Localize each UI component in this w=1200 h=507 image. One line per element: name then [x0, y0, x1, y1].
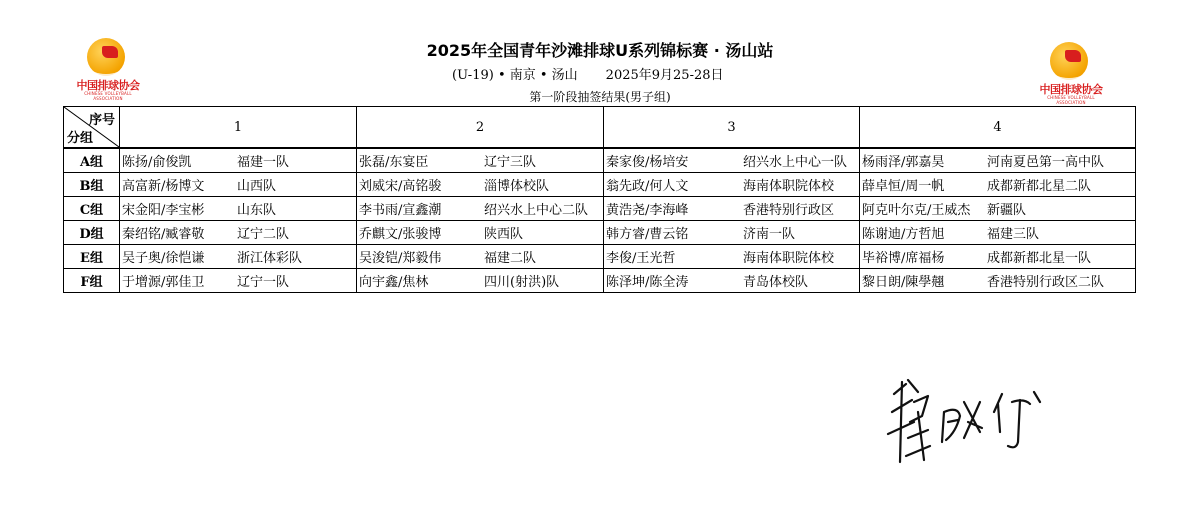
document-title: 2025年全国青年沙滩排球U系列锦标赛 · 汤山站 — [426, 41, 774, 60]
team-cell — [120, 197, 357, 221]
logo-text-cn: 中国排球协会 — [76, 79, 140, 92]
team-name: 青岛体校队 — [743, 275, 809, 290]
team-cell — [120, 148, 357, 173]
team-name: 辽宁三队 — [484, 155, 537, 170]
team-name: 济南一队 — [743, 227, 796, 242]
team-name: 辽宁一队 — [237, 275, 290, 290]
player-pair: 李俊/王光哲 — [606, 251, 676, 266]
team-name: 陕西队 — [484, 227, 524, 242]
group-label: D组 — [64, 221, 120, 245]
team-cell — [357, 269, 604, 293]
logo-text-cn: 中国排球协会 — [1039, 83, 1103, 96]
phase-heading: 第一阶段抽签结果(男子组) — [529, 90, 671, 104]
table-header-row — [64, 107, 1136, 149]
group-label: E组 — [64, 245, 120, 269]
team-cell — [120, 245, 357, 269]
group-label: F组 — [64, 269, 120, 293]
team-name: 香港特别行政区 — [743, 203, 835, 218]
team-cell — [860, 197, 1136, 221]
team-cell — [604, 245, 860, 269]
player-pair: 吴浚铠/郑毅伟 — [359, 251, 442, 266]
player-pair: 刘威宋/高铭骏 — [359, 179, 442, 194]
draw-results-table — [63, 106, 1136, 293]
player-pair: 韩方睿/曹云铭 — [606, 227, 689, 242]
team-cell — [357, 173, 604, 197]
event-subtitle — [452, 64, 724, 83]
player-pair: 薛卓恒/周一帆 — [862, 179, 945, 194]
team-name: 福建二队 — [484, 251, 537, 266]
team-name: 海南体职院体校 — [743, 251, 835, 266]
team-name: 淄博体校队 — [484, 179, 550, 194]
event-location: (U-19) • 南京 • 汤山 — [452, 68, 578, 83]
event-dates: 2025年9月25-28日 — [605, 68, 724, 83]
player-pair: 陈谢迪/方哲旭 — [862, 227, 945, 242]
player-pair: 翁先政/何人文 — [606, 179, 689, 194]
corner-label-number: 序号 — [88, 113, 115, 128]
team-cell — [357, 148, 604, 173]
player-pair: 陈泽坤/陈全涛 — [606, 275, 689, 290]
player-pair: 李书雨/宣鑫潮 — [359, 203, 442, 218]
team-name: 山西队 — [237, 179, 277, 194]
team-name: 辽宁二队 — [237, 227, 290, 242]
team-cell — [860, 148, 1136, 173]
table-row — [64, 245, 1136, 269]
corner-label-group: 分组 — [67, 131, 94, 146]
table-row — [64, 221, 1136, 245]
team-cell — [357, 245, 604, 269]
team-name: 浙江体彩队 — [237, 251, 303, 266]
player-pair: 黄浩尧/李海峰 — [606, 203, 689, 218]
player-pair: 乔麒文/张骏博 — [359, 227, 442, 242]
team-name: 海南体职院体校 — [743, 179, 835, 194]
group-label: B组 — [64, 173, 120, 197]
column-header: 2 — [357, 107, 604, 149]
table-row — [64, 173, 1136, 197]
team-name: 香港特别行政区二队 — [987, 275, 1105, 290]
team-cell — [860, 245, 1136, 269]
team-cell — [604, 148, 860, 173]
player-pair: 于增源/郭佳卫 — [122, 275, 205, 290]
team-cell — [357, 221, 604, 245]
team-name: 河南夏邑第一高中队 — [987, 155, 1105, 170]
player-pair: 秦绍铭/臧睿敬 — [122, 227, 205, 242]
team-name: 福建一队 — [237, 155, 290, 170]
team-cell — [604, 269, 860, 293]
column-header: 1 — [120, 107, 357, 149]
group-label: C组 — [64, 197, 120, 221]
team-cell — [120, 173, 357, 197]
column-header: 3 — [604, 107, 860, 149]
team-cell — [604, 173, 860, 197]
player-pair: 吴子奥/徐恺谦 — [122, 251, 205, 266]
team-cell — [120, 269, 357, 293]
table-row — [64, 148, 1136, 173]
team-name: 绍兴水上中心一队 — [743, 155, 848, 170]
team-name: 成都新都北星二队 — [987, 179, 1092, 194]
group-label: A组 — [64, 148, 120, 173]
player-pair: 黎日朗/陳學翹 — [862, 275, 945, 290]
logo-text-en: CHINESE VOLLEYBALL ASSOCIATION — [1047, 95, 1095, 105]
player-pair: 阿克叶尔克/王威杰 — [862, 203, 971, 218]
player-pair: 毕裕博/席福杨 — [862, 251, 945, 266]
player-pair: 陈扬/俞俊凯 — [122, 155, 192, 170]
team-name: 四川(射洪)队 — [484, 275, 560, 290]
team-cell — [357, 197, 604, 221]
column-header: 4 — [860, 107, 1136, 149]
team-cell — [860, 221, 1136, 245]
team-cell — [860, 173, 1136, 197]
corner-header — [64, 107, 120, 149]
logo-text-en: CHINESE VOLLEYBALL ASSOCIATION — [84, 91, 132, 101]
player-pair: 高富新/杨博文 — [122, 179, 205, 194]
team-name: 福建三队 — [987, 227, 1040, 242]
team-name: 山东队 — [237, 203, 277, 218]
player-pair: 张磊/东宴臣 — [359, 155, 429, 170]
team-cell — [860, 269, 1136, 293]
handwritten-signature — [884, 372, 1054, 472]
player-pair: 向宇鑫/焦林 — [359, 275, 429, 290]
logo-arc-decoration — [1052, 60, 1086, 80]
team-cell — [604, 197, 860, 221]
team-cell — [604, 221, 860, 245]
table-row — [64, 197, 1136, 221]
player-pair: 秦家俊/杨培安 — [606, 155, 689, 170]
team-name: 绍兴水上中心二队 — [484, 203, 589, 218]
player-pair: 杨雨泽/郭嘉昊 — [862, 155, 945, 170]
table-row — [64, 269, 1136, 293]
player-pair: 宋金阳/李宝彬 — [122, 203, 205, 218]
team-cell — [120, 221, 357, 245]
team-name: 新疆队 — [987, 203, 1027, 218]
team-name: 成都新都北星一队 — [987, 251, 1092, 266]
